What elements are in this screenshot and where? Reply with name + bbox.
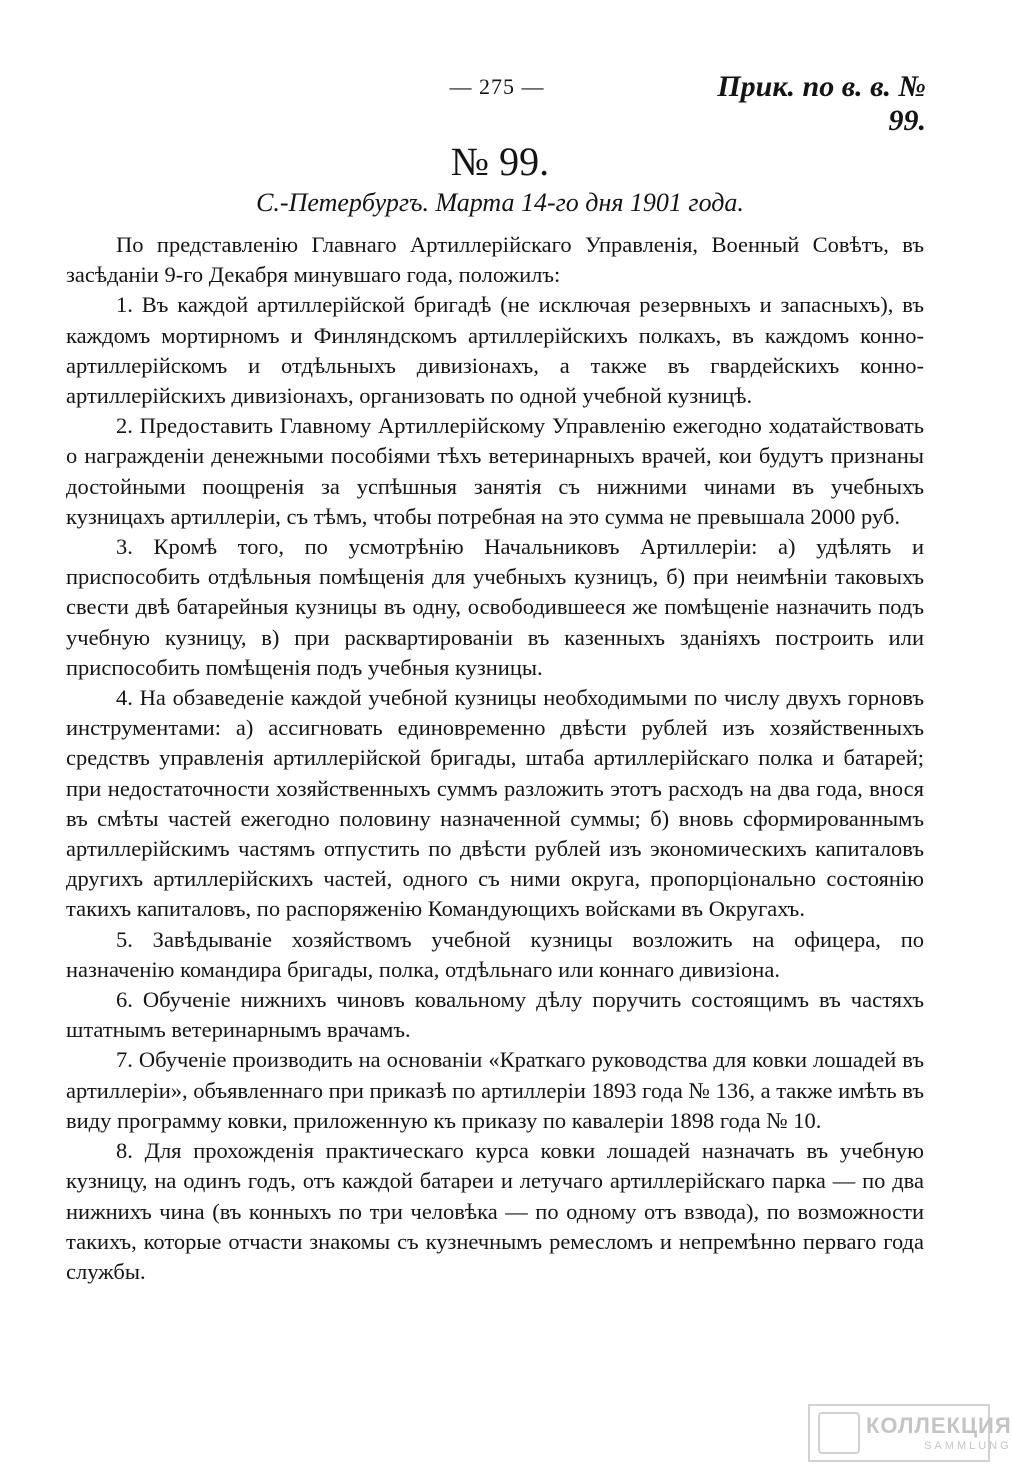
watermark-title: КОЛЛЕКЦИЯ — [866, 1412, 1012, 1438]
watermark-subtitle: SAMMLUNG — [924, 1439, 1012, 1452]
document-number: № 99. — [450, 139, 550, 184]
paragraph-item-4: 4. На обзаведеніе каждой учебной кузницы необходимыми по числу двухъ горновъ инструментами: а) ассигновать единовременно двѣсти рублей изъ хозяйственныхъ средствъ управленія артиллерійской бригады, штаба артиллерійскаго полка и батарей; при недостаточности хозяйственныхъ суммъ разложить этотъ расходъ на два года, внося въ смѣты частей ежегодно половину назначенной суммы; б) вновь сформированнымъ артиллерійскимъ частямъ отпустить по двѣсти рублей изъ экономическихъ капиталовъ другихъ артиллерійскихъ частей, одного съ ними округа, пропорціонально состоянію такихъ капиталовъ, по распоряженію Командующихъ войсками въ Округахъ. — [66, 685, 924, 922]
order-reference: Прик. по в. в. № 99. — [717, 70, 926, 137]
page-number: — 275 — — [449, 74, 545, 99]
paragraph-item-7: 7. Обученіе производить на основаніи «Краткаго руководства для ковки лошадей въ артиллеріи», объявленнаго при приказѣ по артиллеріи 1893 года № 136, а также имѣть въ виду программу ковки, приложенную къ приказу по кавалеріи 1898 года № 10. — [66, 1047, 924, 1133]
paragraph-item-6: 6. Обученіе нижнихъ чиновъ ковальному дѣлу поручить состоящимъ въ частяхъ штатнымъ ветеринарнымъ врачамъ. — [66, 987, 924, 1043]
paragraph-item-8: 8. Для прохожденія практическаго курса ковки лошадей назначать въ учебную кузницу, на одинъ годъ, отъ каждой батареи и летучаго артиллерійскаго парка — по два нижнихъ чина (въ конныхъ по три человѣка — по одному отъ взвода), по возможности такихъ, которые отчасти знакомы съ кузнечнымъ ремесломъ и непремѣнно перваго года службы. — [66, 1138, 924, 1284]
paragraph-item-2: 2. Предоставить Главному Артиллерійскому Управленію ежегодно ходатайствовать о награжденіи денежными пособіями тѣхъ ветеринарныхъ врачей, кои будутъ признаны достойными поощренія за успѣшныя занятія съ нижними чинами въ учебныхъ кузницахъ артиллеріи, съ тѣмъ, чтобы потребная на это сумма не превышала 2000 руб. — [66, 413, 924, 529]
document-dateline: С.-Петербургъ. Марта 14-го дня 1901 года. — [256, 188, 744, 217]
paragraph-item-3: 3. Кромѣ того, по усмотрѣнію Начальниковъ Артиллеріи: а) удѣлять и приспособить отдѣльныя помѣщенія для учебныхъ кузницъ, б) при неимѣніи таковыхъ свести двѣ батарейныя кузницы въ одну, освободившееся же помѣщеніе назначить подъ учебную кузницу, в) при расквартированіи въ казенныхъ зданіяхъ построить или приспособить помѣщенія подъ учебныя кузницы. — [66, 534, 924, 680]
document-body — [66, 230, 924, 1287]
collection-watermark — [808, 1404, 1012, 1462]
paragraph-item-1: 1. Въ каждой артиллерійской бригадѣ (не исключая резервныхъ и запасныхъ), въ каждомъ мортирномъ и Финляндскомъ артиллерійскихъ полкахъ, въ каждомъ конно-артиллерійскомъ и отдѣльныхъ дивизіонахъ, а также въ гвардейскихъ конно-артиллерійскихъ дивизіонахъ, организовать по одной учебной кузницѣ. — [66, 292, 924, 409]
paragraph-item-5: 5. Завѣдываніе хозяйствомъ учебной кузницы возложить на офицера, по назначенію командира бригады, полка, отдѣльнаго или коннаго дивизіона. — [66, 926, 924, 982]
paragraph-preamble: По представленію Главнаго Артиллерійскаго Управленія, Военный Совѣтъ, въ засѣданіи 9-го Декабря минувшаго года, положилъ: — [66, 232, 924, 288]
watermark-logo-icon — [818, 1412, 860, 1454]
watermark-text — [866, 1412, 1012, 1452]
